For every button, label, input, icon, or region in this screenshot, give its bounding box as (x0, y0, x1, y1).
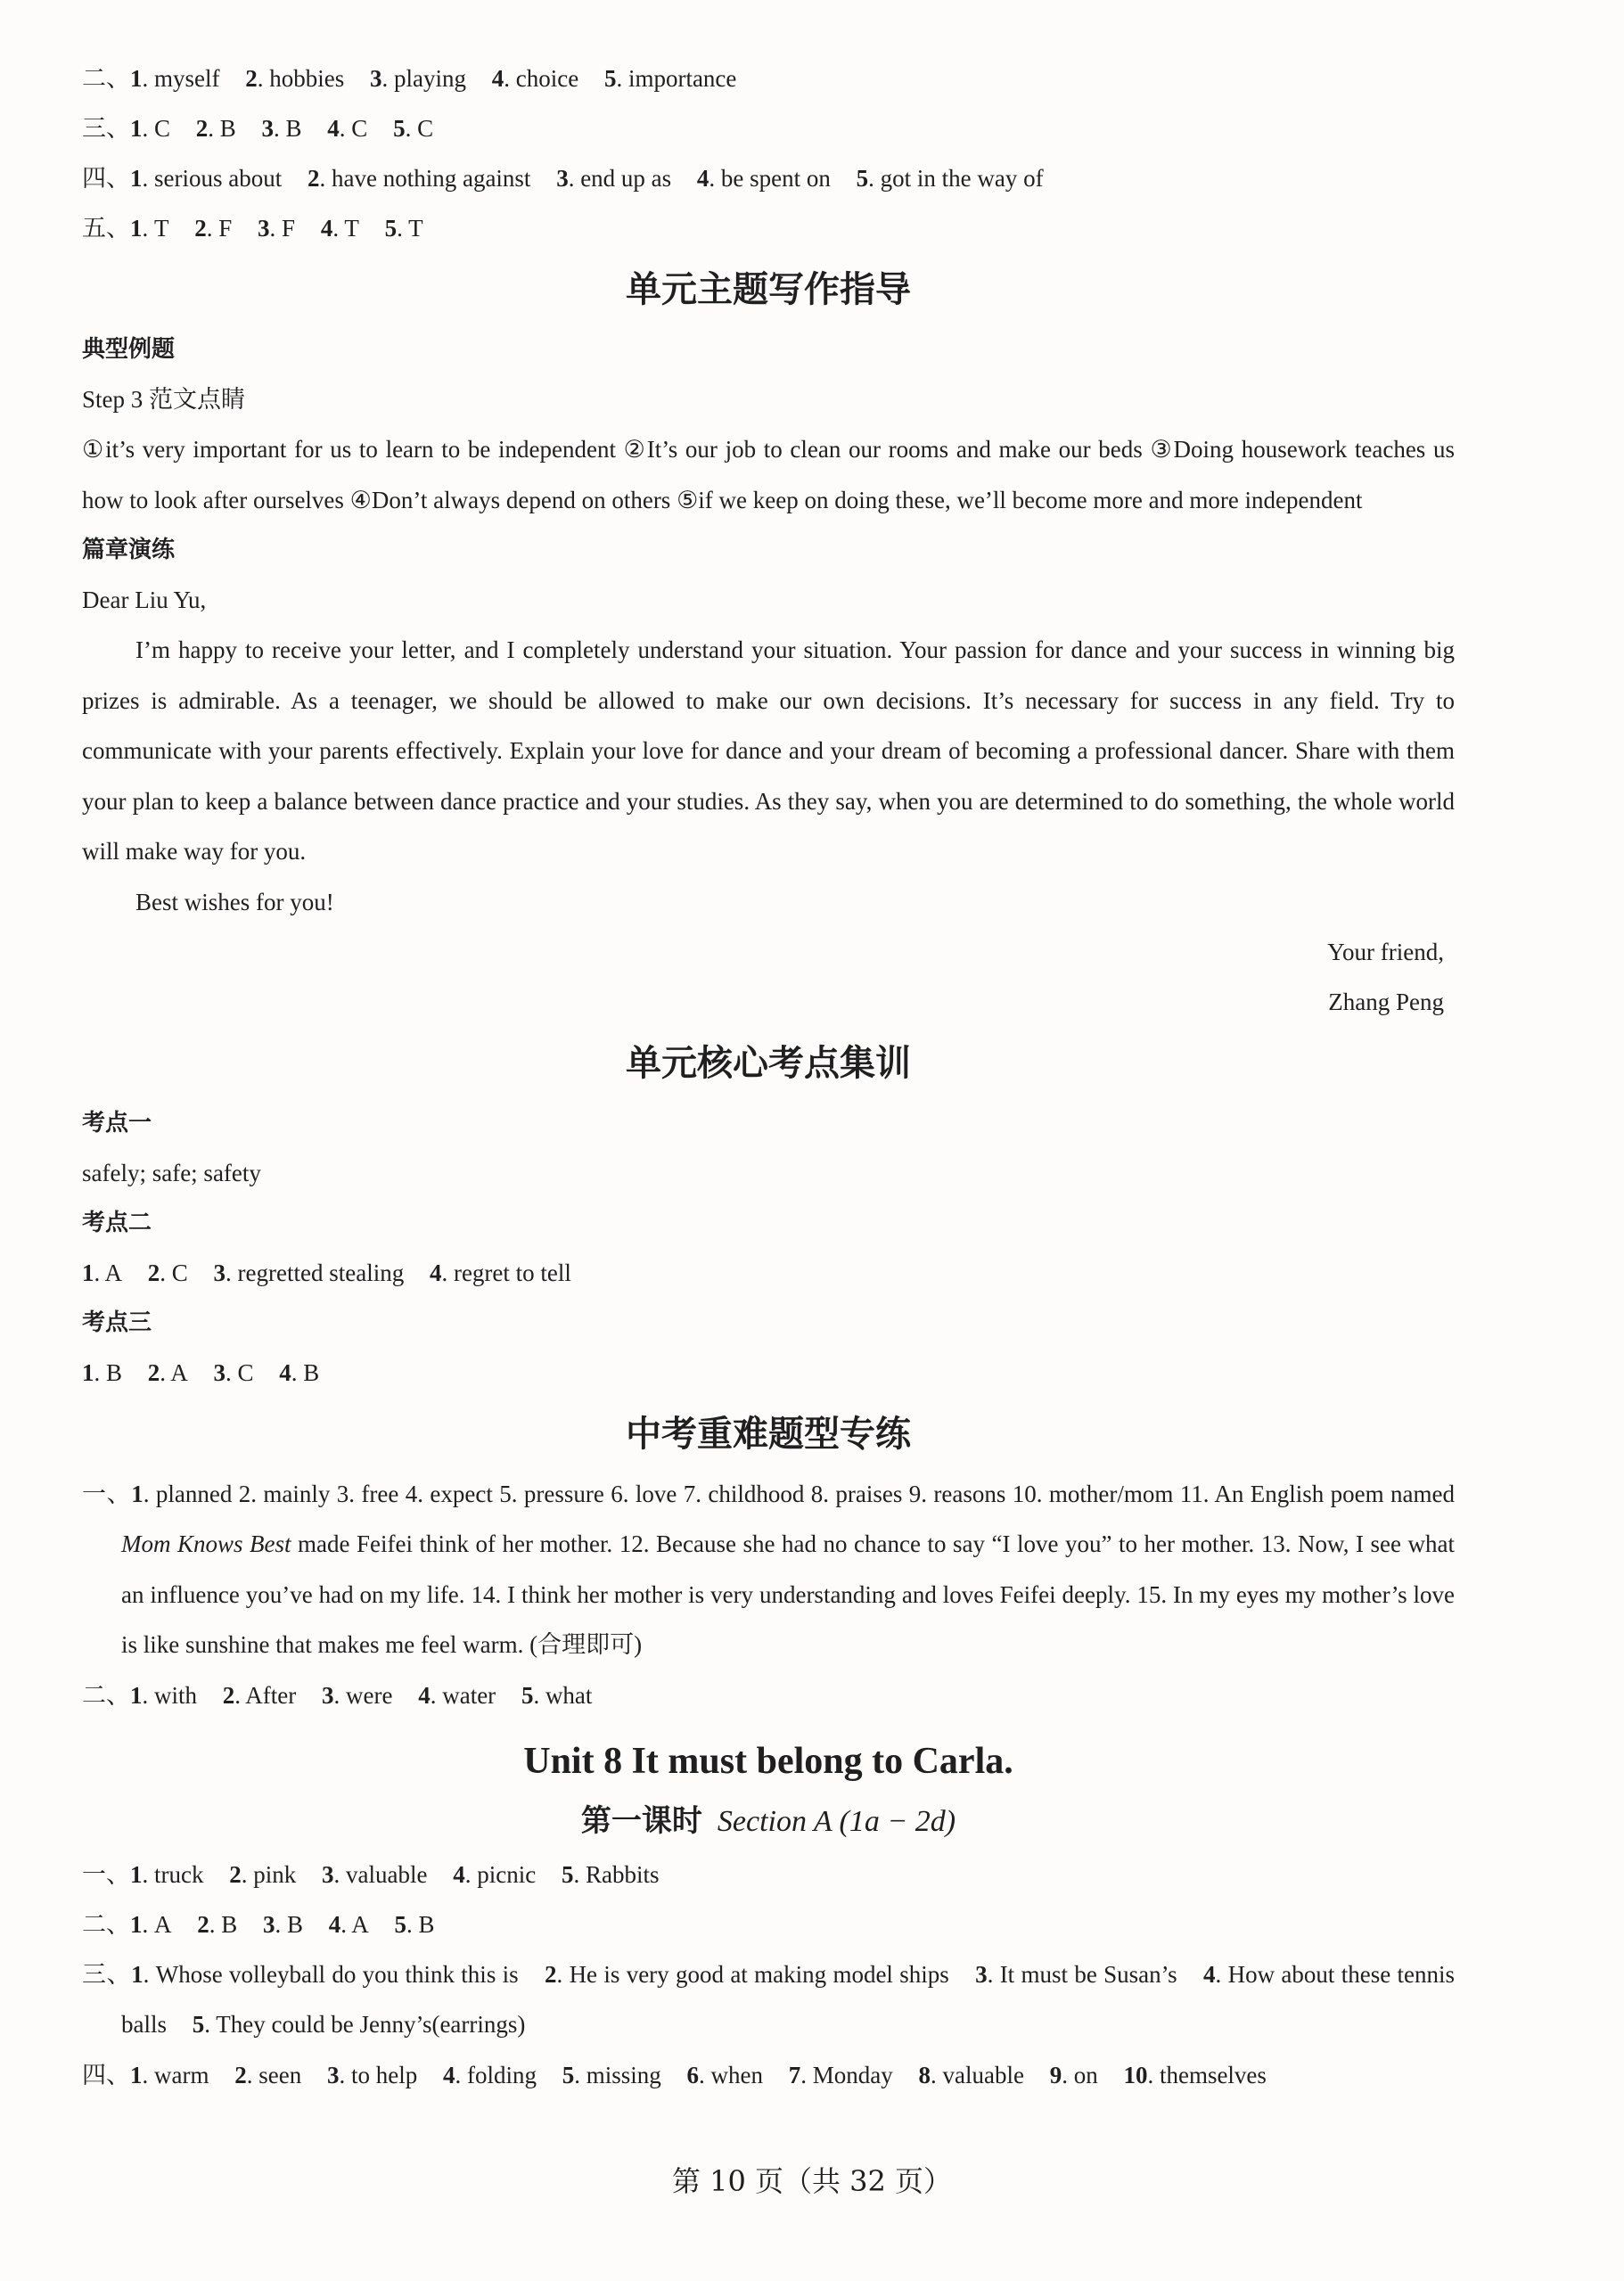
lesson-title: 第一课时 Section A (1a − 2d) (580, 1802, 956, 1839)
section-heading-writing: 单元主题写作指导 (626, 269, 911, 310)
point-three-label: 考点三 (82, 1309, 152, 1336)
answer-row-wu: 五、1. T 2. F 3. F 4. T 5. T (82, 215, 423, 242)
answer-row-si: 四、1. serious about 2. have nothing against 3. end up as 4. be spent on 5. got in the way of (82, 165, 1044, 192)
point-one-label: 考点一 (82, 1109, 152, 1136)
unit-title: Unit 8 It must belong to Carla. (523, 1740, 1013, 1782)
section-heading-zhongkao: 中考重难题型专练 (626, 1413, 911, 1455)
zhongkao-section-yi: 一、1. planned 2. mainly 3. free 4. expect 5. pressure 6. love 7. childhood 8. praises 9. reasons 10. mother/mom 11. An English poem named Mom Knows Best made Feifei think of her mother. 12. Because she had no chance to say “I love you” to her mother. 13. Now, I see what an influence you’ve had on my life. 14. I think her mother is very understanding and loves Feifei deeply. 15. In my eyes my mother’s love is like sunshine that makes me feel warm. (合理即可) (82, 1480, 1456, 1658)
section-heading-core: 单元核心考点集训 (626, 1042, 911, 1084)
unit8-row-yi: 一、1. truck 2. pink 3. valuable 4. picnic 5. Rabbits (82, 1860, 660, 1888)
answer-page (82, 53, 1455, 2100)
unit8-row-si: 四、1. warm 2. seen 3. to help 4. folding 5. missing 6. when 7. Monday 8. valuable 9. on 10. themselves (82, 2061, 1267, 2088)
letter-signature: Zhang Peng (1328, 988, 1444, 1015)
letter-signoff: Your friend, (1327, 938, 1444, 965)
page-footer: 第 10 页（共 32 页） (671, 2164, 953, 2198)
answer-row-san: 三、1. C 2. B 3. B 4. C 5. C (82, 115, 434, 142)
practice-label: 篇章演练 (82, 537, 176, 563)
point-three-answers: 1. B 2. A 3. C 4. B (82, 1358, 320, 1386)
step-answer-text: ①it’s very important for us to learn to be independent ②It’s our job to clean our rooms and make our beds ③Doing housework teaches us how to look after ourselves ④Don’t always depend on others ⑤if we keep on doing these, we’ll become more and more independent (82, 436, 1455, 513)
answer-row-er: 二、1. myself 2. hobbies 3. playing 4. choice 5. importance (82, 65, 737, 92)
letter-salutation: Dear Liu Yu, (82, 587, 207, 613)
example-label: 典型例题 (82, 336, 176, 363)
point-two-answers: 1. A 2. C 3. regretted stealing 4. regret to tell (82, 1259, 571, 1286)
letter-body: I’m happy to receive your letter, and I completely understand your situation. Your passion for dance and your success in winning big prizes is admirable. As a teenager, we should be allowed to make our own decisions. It’s necessary for success in any field. Try to communicate with your parents effectively. Explain your love for dance and your dream of becoming a professional dancer. Share with them your plan to keep a balance between dance practice and your studies. As they say, when you are determined to do something, the whole world will make way for you. (82, 636, 1455, 865)
unit8-row-er: 二、1. A 2. B 3. B 4. A 5. B (82, 1910, 435, 1938)
point-two-label: 考点二 (82, 1209, 152, 1236)
letter-closing: Best wishes for you! (135, 888, 334, 915)
unit8-row-san: 三、1. Whose volleyball do you think this is 2. He is very good at making model ships 3. It must be Susan’s 4. How about these tennis balls 5. They could be Jenny’s(earrings) (82, 1960, 1456, 2038)
step-label: Step 3 范文点睛 (82, 386, 246, 413)
point-one-answer: safely; safe; safety (82, 1159, 261, 1186)
zhongkao-section-er: 二、1. with 2. After 3. were 4. water 5. what (82, 1681, 593, 1709)
